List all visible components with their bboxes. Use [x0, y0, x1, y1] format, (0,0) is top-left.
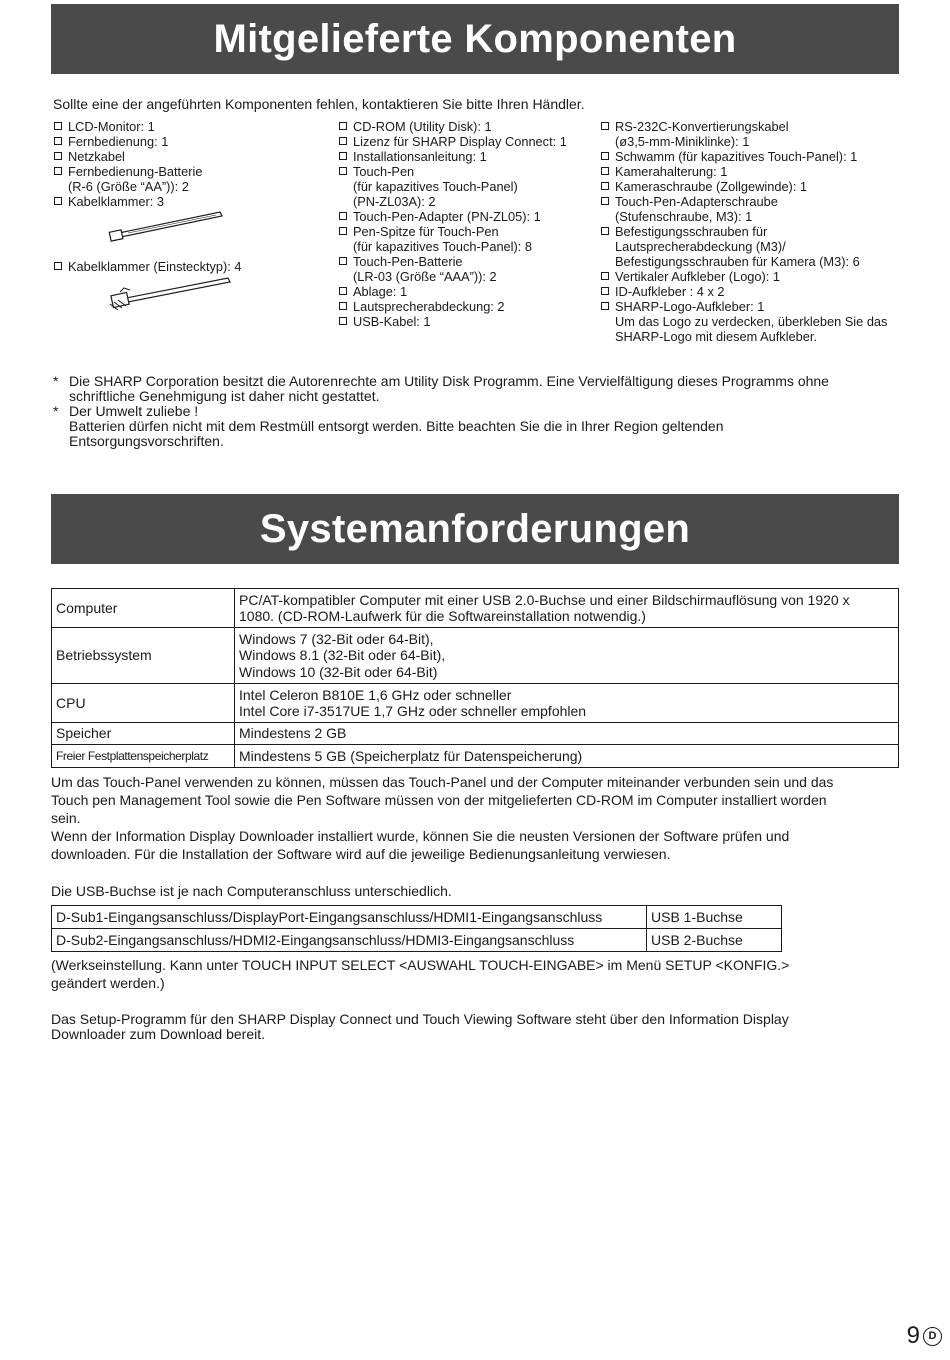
components-column-2 — [338, 119, 593, 329]
table-cell-label: Betriebssystem — [52, 628, 235, 684]
checkbox-icon — [601, 227, 609, 235]
checkbox-icon — [54, 137, 62, 145]
language-badge: D — [923, 1327, 942, 1346]
table-cell-label: Speicher — [52, 723, 235, 745]
checkbox-icon — [54, 197, 62, 205]
checkbox-icon — [54, 122, 62, 130]
table-cell-label: D-Sub1-Eingangsanschluss/DisplayPort-Eingangsanschluss/HDMI1-Eingangsanschluss — [52, 906, 647, 929]
list-item: Touch-Pen-Adapter (PN-ZL05): 1 — [338, 209, 593, 224]
table-cell-value: USB 1-Buchse — [647, 906, 782, 929]
components-column-3 — [600, 119, 910, 344]
list-item: Pen-Spitze für Touch-Pen (für kapazitives Touch-Panel): 8 — [338, 224, 593, 254]
components-intro: Sollte eine der angeführten Komponenten fehlen, kontaktieren Sie bitte Ihren Händler. — [53, 96, 585, 112]
table-row — [52, 628, 899, 684]
list-item: LCD-Monitor: 1 — [53, 119, 323, 134]
checkbox-icon — [601, 152, 609, 160]
checkbox-icon — [339, 167, 347, 175]
checkbox-icon — [54, 167, 62, 175]
factory-setting-note: (Werkseinstellung. Kann unter TOUCH INPUT SELECT <AUSWAHL TOUCH-EINGABE> im Menü SETUP <KONFIG.> geändert werden.) — [51, 957, 790, 991]
list-item: Befestigungsschrauben für Lautsprecherabdeckung (M3)/ Befestigungsschrauben für Kamera (M3): 6 — [600, 224, 910, 269]
cable-tie-illustration — [108, 208, 226, 242]
list-item: ID-Aufkleber : 4 x 2 — [600, 284, 910, 299]
components-column-1 — [53, 119, 323, 209]
section-title-system-requirements: Systemanforderungen — [51, 494, 899, 564]
table-cell-value: Intel Celeron B810E 1,6 GHz oder schneller Intel Core i7-3517UE 1,7 GHz oder schneller empfohlen — [235, 684, 899, 723]
checkbox-icon — [601, 272, 609, 280]
list-item: SHARP-Logo-Aufkleber: 1 — [600, 299, 910, 314]
footnotes — [53, 374, 903, 449]
list-item: Touch-Pen-Adapterschraube (Stufenschraube, M3): 1 — [600, 194, 910, 224]
list-item-cable-clip-insert: Kabelklammer (Einstecktyp): 4 — [53, 259, 242, 274]
page-number: 9 D — [907, 1322, 942, 1350]
list-item: Lautsprecherabdeckung: 2 — [338, 299, 593, 314]
list-item: Touch-Pen (für kapazitives Touch-Panel) (PN-ZL03A): 2 — [338, 164, 593, 209]
checkbox-icon — [601, 197, 609, 205]
list-item: Installationsanleitung: 1 — [338, 149, 593, 164]
checkbox-icon — [339, 257, 347, 265]
checkbox-icon — [339, 317, 347, 325]
list-item: Schwamm (für kapazitives Touch-Panel): 1 — [600, 149, 910, 164]
table-cell-label: CPU — [52, 684, 235, 723]
checkbox-icon — [601, 167, 609, 175]
footnote: * Die SHARP Corporation besitzt die Autorenrechte am Utility Disk Programm. Eine Vervielfältigung dieses Programms ohne schriftliche Genehmigung ist daher nicht gestattet. — [53, 373, 829, 404]
table-row — [52, 906, 782, 929]
checkbox-icon — [339, 122, 347, 130]
list-item: Kameraschraube (Zollgewinde): 1 — [600, 179, 910, 194]
table-cell-label: D-Sub2-Eingangsanschluss/HDMI2-Eingangsanschluss/HDMI3-Eingangsanschluss — [52, 929, 647, 952]
list-item: Fernbedienung-Batterie (R-6 (Größe “AA”)): 2 — [53, 164, 323, 194]
setup-program-note: Das Setup-Programm für den SHARP Display Connect und Touch Viewing Software steht über den Information Display Downloader zum Download bereit. — [51, 1011, 789, 1042]
table-row — [52, 723, 899, 745]
table-row — [52, 589, 899, 628]
table-cell-value: Mindestens 2 GB — [235, 723, 899, 745]
list-item: Ablage: 1 — [338, 284, 593, 299]
cable-clip-insert-illustration — [108, 274, 234, 312]
table-cell-value: USB 2-Buchse — [647, 929, 782, 952]
checkbox-icon — [54, 262, 62, 270]
list-item: Netzkabel — [53, 149, 323, 164]
checkbox-icon — [339, 287, 347, 295]
table-cell-label: Computer — [52, 589, 235, 628]
checkbox-icon — [339, 137, 347, 145]
list-item: USB-Kabel: 1 — [338, 314, 593, 329]
table-cell-label: Freier Festplattenspeicherplatz — [52, 745, 235, 768]
checkbox-icon — [339, 227, 347, 235]
list-item: Fernbedienung: 1 — [53, 134, 323, 149]
table-row — [52, 684, 899, 723]
checkbox-icon — [601, 182, 609, 190]
checkbox-icon — [601, 302, 609, 310]
list-item: Kamerahalterung: 1 — [600, 164, 910, 179]
list-item: Kabelklammer: 3 — [53, 194, 323, 209]
list-item: RS-232C-Konvertierungskabel (ø3,5-mm-Miniklinke): 1 — [600, 119, 910, 149]
list-item: Vertikaler Aufkleber (Logo): 1 — [600, 269, 910, 284]
table-cell-value: Mindestens 5 GB (Speicherplatz für Datenspeicherung) — [235, 745, 899, 768]
checkbox-icon — [339, 212, 347, 220]
list-item: Touch-Pen-Batterie (LR-03 (Größe “AAA”)): 2 — [338, 254, 593, 284]
section-title-components: Mitgelieferte Komponenten — [51, 4, 899, 74]
checkbox-icon — [339, 152, 347, 160]
usb-info-paragraph: Die USB-Buchse ist je nach Computeranschluss unterschiedlich. — [51, 883, 452, 899]
table-cell-value: PC/AT-kompatibler Computer mit einer USB 2.0-Buchse und einer Bildschirmauflösung von 1920 x 1080. (CD-ROM-Laufwerk für die Softwareinstallation notwendig.) — [235, 589, 899, 628]
checkbox-icon — [54, 152, 62, 160]
table-cell-value: Windows 7 (32-Bit oder 64-Bit), Windows 8.1 (32-Bit oder 64-Bit), Windows 10 (32-Bit oder 64-Bit) — [235, 628, 899, 684]
table-row — [52, 929, 782, 952]
checkbox-icon — [339, 302, 347, 310]
table-row — [52, 745, 899, 768]
logo-sticker-note: Um das Logo zu verdecken, überkleben Sie das SHARP-Logo mit diesem Aufkleber. — [615, 314, 888, 344]
footnote: * Der Umwelt zuliebe ! Batterien dürfen nicht mit dem Restmüll entsorgt werden. Bitte beachten Sie die in Ihrer Region geltenden Entsorgungsvorschriften. — [53, 403, 724, 449]
system-requirements-table — [51, 588, 899, 768]
checkbox-icon — [601, 122, 609, 130]
checkbox-icon — [601, 287, 609, 295]
touch-panel-info-paragraph: Um das Touch-Panel verwenden zu können, müssen das Touch-Panel und der Computer miteinander verbunden sein und das Touch pen Management Tool sowie die Pen Software müssen von der mitgelieferten CD-ROM im Computer installiert worden sein. Wenn der Information Display Downloader installiert wurde, können Sie die neusten Versionen der Software prüfen und downloaden. Für die Installation der Software wird auf die jeweilige Bedienungsanleitung verwiesen. — [51, 774, 834, 862]
list-item: CD-ROM (Utility Disk): 1 — [338, 119, 593, 134]
usb-port-table — [51, 905, 782, 952]
list-item: Lizenz für SHARP Display Connect: 1 — [338, 134, 593, 149]
